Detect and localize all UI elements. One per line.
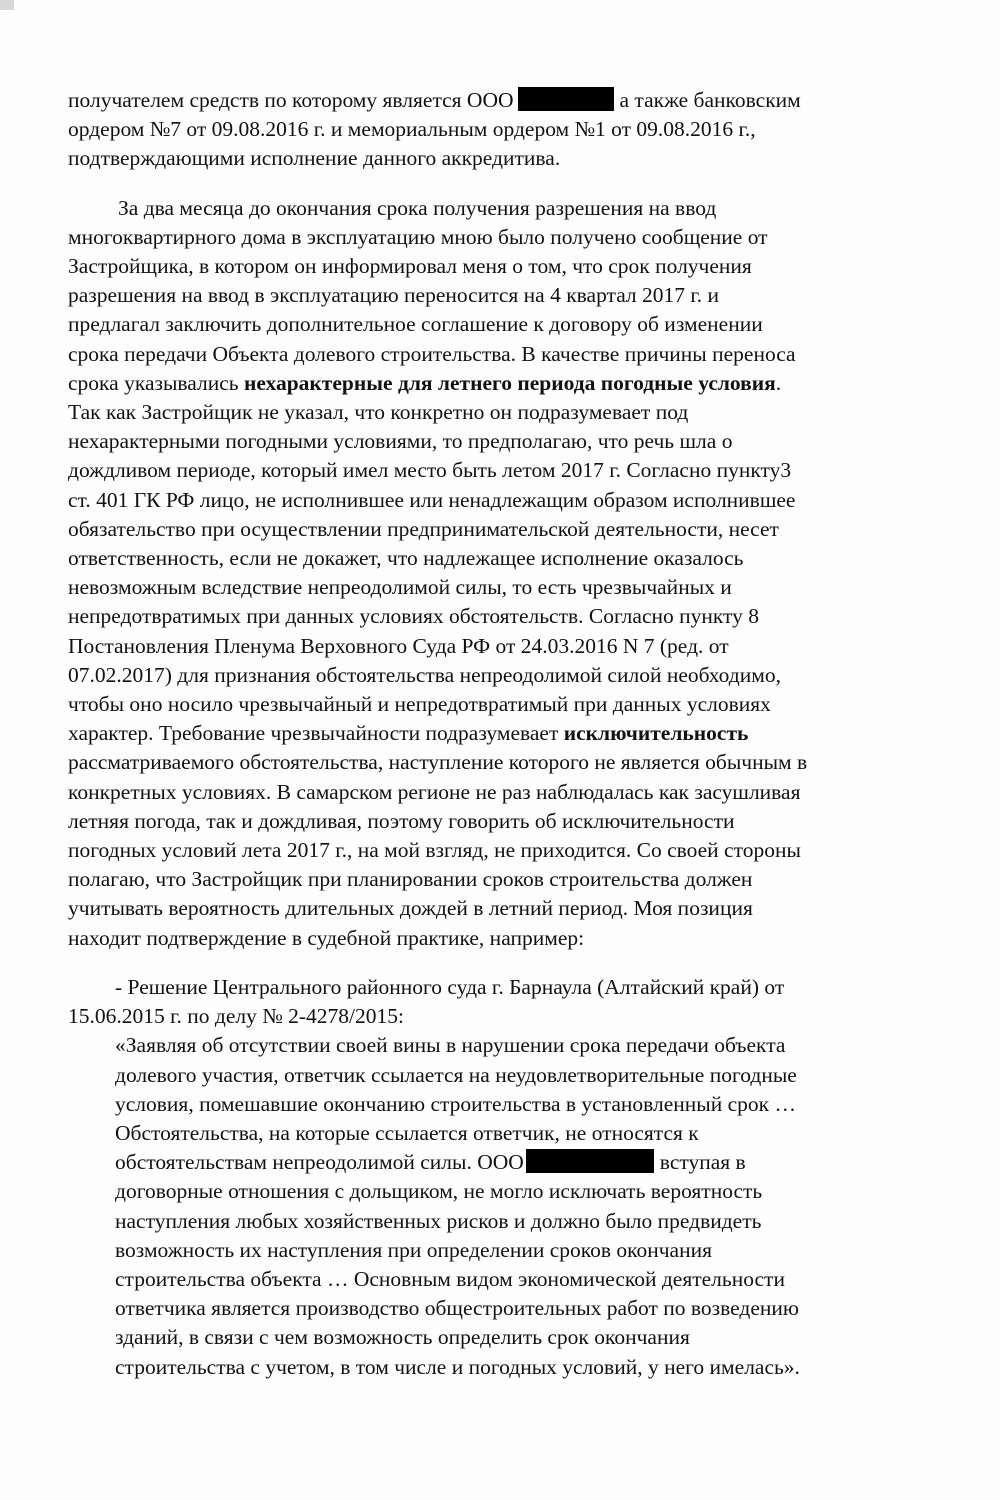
text-line: - Решение Центрального районного суда г. Барнаула (Алтайский край) от	[115, 974, 785, 999]
quote-line: строительства с учетом, в том числе и погодных условий, у него имелась».	[115, 1354, 800, 1379]
paragraph-gap	[68, 174, 948, 194]
redaction-block	[518, 87, 614, 111]
text-line: конкретных условиях. В самарском регионе не раз наблюдалась как засушливая	[68, 779, 801, 804]
text-line: летняя погода, так и дождливая, поэтому говорить об исключительности	[68, 808, 735, 833]
text-line: ст. 401 ГК РФ лицо, не исполнившее или ненадлежащим образом исполнившее	[68, 487, 796, 512]
text-line: невозможным вследствие непреодолимой силы, то есть чрезвычайных и	[68, 575, 732, 600]
text-line: подтверждающими исполнение данного аккредитива.	[68, 146, 561, 171]
quote-line: условия, помешавшие окончанию строительства в установленный срок …	[115, 1091, 796, 1116]
quote-line: договорные отношения с дольщиком, не могло исключать вероятность	[115, 1179, 763, 1204]
text-line: разрешения на ввод в эксплуатацию переносится на 4 квартал 2017 г. и	[68, 283, 720, 308]
bold-phrase: исключительность	[563, 721, 749, 746]
text-line: учитывать вероятность длительных дождей в летний период. Моя позиция	[68, 896, 753, 921]
document-body	[68, 86, 948, 1382]
text-line: дождливом периоде, который имел место быть летом 2017 г. Согласно пункту3	[68, 458, 792, 483]
text-line: многоквартирного дома в эксплуатацию мною было получено сообщение от	[68, 224, 768, 249]
text-line: Так как Застройщик не указал, что конкретно он подразумевает под	[68, 400, 689, 425]
text-line: нехарактерными погодными условиями, то предполагаю, что речь шла о	[68, 429, 733, 454]
text-line: срока передачи Объекта долевого строительства. В качестве причины переноса	[68, 341, 796, 366]
text-line: непредотвратимых при данных условиях обстоятельств. Согласно пункту 8	[68, 604, 760, 629]
text-line: погодных условий лета 2017 г., на мой взгляд, не приходится. Со своей стороны	[68, 838, 801, 863]
text-line: Застройщика, в котором он информировал меня о том, что срок получения	[68, 254, 752, 279]
text-line: получателем средств по которому является ООО а также банковским	[68, 88, 801, 112]
paragraph-gap	[68, 953, 948, 973]
text-line: обязательство при осуществлении предпринимательской деятельности, несет	[68, 516, 779, 541]
text-line: чтобы оно носило чрезвычайный и непредотвратимый при данных условиях	[68, 692, 771, 717]
bold-phrase: нехарактерные для летнего периода погодные условия	[244, 370, 776, 395]
text-line: срока указывались нехарактерные для летнего периода погодные условия.	[68, 370, 782, 395]
text-line: предлагал заключить дополнительное соглашение к договору об изменении	[68, 312, 763, 337]
text-line: полагаю, что Застройщик при планировании сроков строительства должен	[68, 867, 753, 892]
quote-line: строительства объекта … Основным видом экономической деятельности	[115, 1266, 785, 1291]
redaction-block	[526, 1149, 654, 1173]
quote-line: наступления любых хозяйственных рисков и должно было предвидеть	[115, 1208, 762, 1233]
text-line: За два месяца до окончания срока получения разрешения на ввод	[118, 195, 717, 220]
quote-line: возможность их наступления при определении сроков окончания	[115, 1237, 713, 1262]
quote-line: обстоятельствам непреодолимой силы. ООО вступая в	[115, 1150, 746, 1175]
scan-artifact	[0, 0, 14, 10]
text-line: 07.02.2017) для признания обстоятельства непреодолимой силой необходимо,	[68, 662, 781, 687]
text-line: ответственность, если не докажет, что надлежащее исполнение оказалось	[68, 546, 744, 571]
text-line: ордером №7 от 09.08.2016 г. и мемориальным ордером №1 от 09.08.2016 г.,	[68, 117, 756, 142]
text-line: находит подтверждение в судебной практике, например:	[68, 925, 585, 950]
quote-line: зданий, в связи с чем возможность определить срок окончания	[115, 1325, 690, 1350]
quote-line: «Заявляя об отсутствии своей вины в нарушении срока передачи объекта	[115, 1033, 786, 1058]
text-line: 15.06.2015 г. по делу № 2-4278/2015:	[68, 1004, 404, 1029]
text-line: рассматриваемого обстоятельства, наступление которого не является обычным в	[68, 750, 808, 775]
text-line: Постановления Пленума Верховного Суда РФ от 24.03.2016 N 7 (ред. от	[68, 633, 729, 658]
text-line: характер. Требование чрезвычайности подразумевает исключительность	[68, 721, 749, 746]
quote-line: ответчика является производство общестроительных работ по возведению	[115, 1296, 799, 1321]
quote-line: долевого участия, ответчик ссылается на неудовлетворительные погодные	[115, 1062, 797, 1087]
quote-line: Обстоятельства, на которые ссылается ответчик, не относятся к	[115, 1120, 699, 1145]
